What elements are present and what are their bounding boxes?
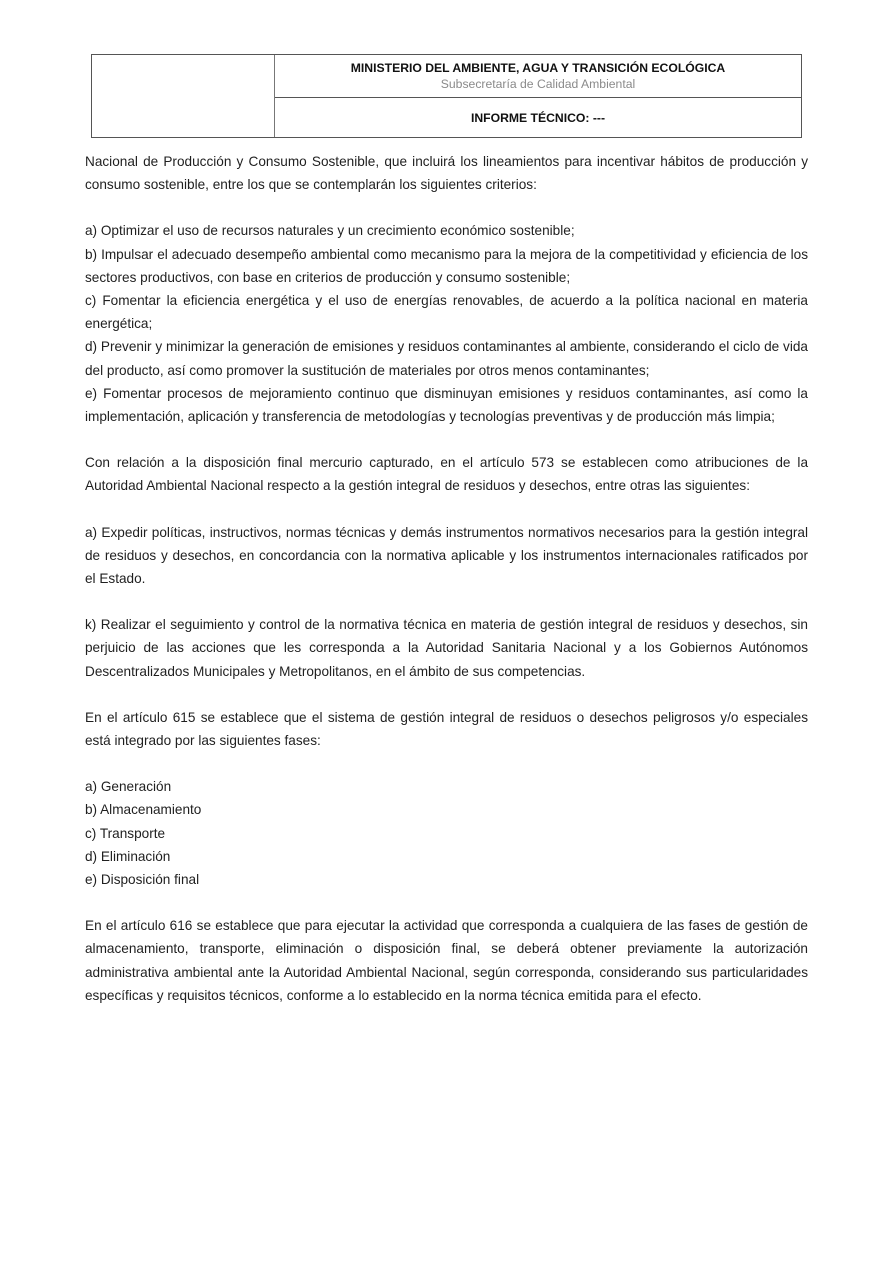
criteria-item: b) Impulsar el adecuado desempeño ambiental como mecanismo para la mejora de la competitividad y eficiencia de los sectores productivos, con base en criterios de producción y consumo sostenible; — [85, 246, 808, 285]
criteria-item: e) Fomentar procesos de mejoramiento continuo que disminuyan emisiones y residuos contaminantes, así como la implementación, aplicación y transferencia de metodologías y tecnologías preventivas y de producción más limpia; — [85, 385, 808, 425]
phase-item: e) Disposición final — [85, 872, 200, 888]
criteria-item: d) Prevenir y minimizar la generación de emisiones y residuos contaminantes al ambiente, considerando el ciclo de vida del producto, así como promover la sustitución de materiales por otros menos contaminantes; — [85, 339, 808, 378]
art573-intro: Con relación a la disposición final mercurio capturado, en el artículo 573 se establecen como atribuciones de la Autoridad Ambiental Nacional respecto a la gestión integral de residuos y desechos, entre otras las siguientes: — [85, 455, 808, 494]
phase-item: a) Generación — [85, 779, 172, 795]
criteria-item: c) Fomentar la eficiencia energética y el uso de energías renovables, de acuerdo a la política nacional en materia energética; — [85, 293, 808, 332]
document-header — [91, 54, 802, 138]
art573-item-a: a) Expedir políticas, instructivos, normas técnicas y demás instrumentos normativos necesarios para la gestión integral de residuos y desechos, en concordancia con la normativa aplicable y los instrumentos internacionales ratificados por el Estado. — [85, 524, 808, 587]
subsecretaria-label: Subsecretaría de Calidad Ambiental — [440, 77, 636, 91]
logo-cell — [92, 55, 275, 137]
intro-paragraph: Nacional de Producción y Consumo Sostenible, que incluirá los lineamientos para incentivar hábitos de producción y consumo sostenible, entre los que se contemplarán los siguientes criterios: — [85, 154, 808, 193]
phase-item: c) Transporte — [85, 825, 166, 841]
phase-item: b) Almacenamiento — [85, 802, 202, 818]
document-body — [85, 150, 808, 1007]
header-title-block — [275, 55, 801, 98]
ministry-title: MINISTERIO DEL AMBIENTE, AGUA Y TRANSICIÓN ECOLÓGICA — [350, 61, 726, 75]
report-label: INFORME TÉCNICO: --- — [470, 110, 606, 125]
criteria-item: a) Optimizar el uso de recursos naturales y un crecimiento económico sostenible; — [85, 223, 575, 239]
art573-item-k: k) Realizar el seguimiento y control de la normativa técnica en materia de gestión integral de residuos y desechos, sin perjuicio de las acciones que les corresponda a la Autoridad Sanitaria Nacional y a los Gobiernos Autónomos Descentralizados Municipales y Metropolitanos, en el ámbito de sus competencias. — [85, 617, 808, 679]
header-right — [275, 55, 801, 137]
art615-intro: En el artículo 615 se establece que el sistema de gestión integral de residuos o desechos peligrosos y/o especiales está integrado por las siguientes fases: — [85, 709, 808, 749]
art616-paragraph: En el artículo 616 se establece que para ejecutar la actividad que corresponda a cualquiera de las fases de gestión de almacenamiento, transporte, eliminación o disposición final, se deberá obtener previamente la autorización administrativa ambiental ante la Autoridad Ambiental Nacional, según corresponda, considerando sus particularidades específicas y requisitos técnicos, conforme a lo establecido en la norma técnica emitida para el efecto. — [85, 918, 808, 1003]
phase-item: d) Eliminación — [85, 848, 171, 864]
